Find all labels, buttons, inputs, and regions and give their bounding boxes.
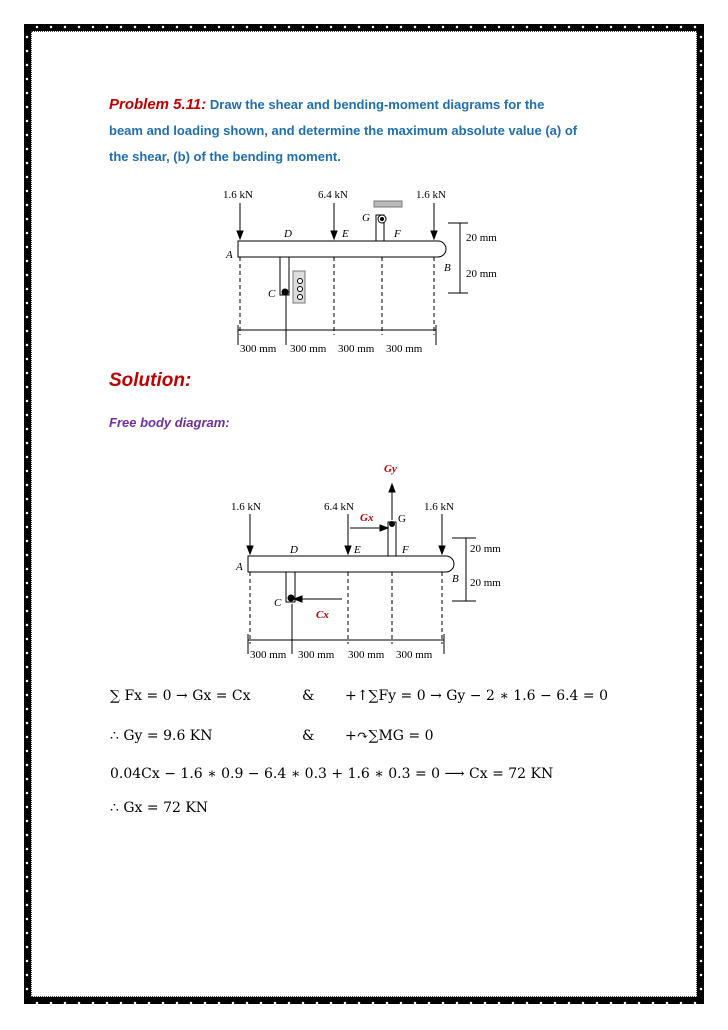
fbd-dim-vertical-1: 20 mm	[470, 543, 501, 555]
point-label-G: G	[362, 212, 370, 224]
fbd-dim-horizontal-2: 300 mm	[298, 649, 335, 661]
load-label-2: 6.4 kN	[318, 189, 348, 201]
equation-moment-cx: 0.04Cx − 1.6 ∗ 0.9 − 6.4 ∗ 0.3 + 1.6 ∗ 0.3 = 0 ⟶ Cx = 72 KN	[110, 766, 554, 782]
dim-vertical-2: 20 mm	[466, 268, 497, 280]
dim-horizontal-1: 300 mm	[240, 343, 277, 355]
problem-text-line3: the shear, (b) of the bending moment.	[109, 149, 341, 164]
point-label-F: F	[394, 228, 401, 240]
point-label-D: D	[284, 228, 292, 240]
border-pattern-top	[30, 25, 698, 29]
equation-sum-mg: +↷∑MG = 0	[345, 728, 434, 744]
fbd-point-label-B: B	[452, 573, 459, 585]
free-body-diagram	[220, 458, 520, 663]
fbd-dim-horizontal-3: 300 mm	[348, 649, 385, 661]
load-label-3: 1.6 kN	[416, 189, 446, 201]
solution-heading: Solution:	[109, 370, 192, 391]
equation-ampersand-2: &	[302, 728, 315, 744]
load-label-1: 1.6 kN	[223, 189, 253, 201]
point-label-E: E	[342, 228, 349, 240]
fbd-point-label-G: G	[398, 513, 406, 525]
dim-vertical-1: 20 mm	[466, 232, 497, 244]
problem-text-line2: beam and loading shown, and determine the maximum absolute value (a) of	[109, 123, 578, 138]
equation-sum-fy: +↑∑Fy = 0 → Gy − 2 ∗ 1.6 − 6.4 = 0	[345, 688, 608, 704]
fbd-load-label-3: 1.6 kN	[424, 501, 454, 513]
dim-horizontal-4: 300 mm	[386, 343, 423, 355]
beam-loading-figure	[210, 185, 510, 360]
border-pattern-right	[699, 30, 703, 1000]
fbd-point-label-C: C	[274, 597, 282, 609]
fbd-point-label-D: D	[290, 544, 298, 556]
reaction-label-Gy: Gy	[384, 463, 397, 475]
equation-sum-fx: ∑ Fx = 0 → Gx = Cx	[110, 688, 251, 704]
problem-title: Problem 5.11:	[109, 96, 207, 113]
problem-text-line1: Draw the shear and bending-moment diagrams for the	[209, 97, 545, 112]
fbd-load-label-2: 6.4 kN	[324, 501, 354, 513]
fbd-label: Free body diagram:	[109, 415, 230, 430]
equation-gx-result: ∴ Gx = 72 KN	[110, 800, 209, 816]
reaction-label-Cx: Cx	[316, 609, 329, 621]
point-label-C: C	[268, 288, 276, 300]
point-label-A: A	[226, 249, 233, 261]
point-label-B: B	[444, 262, 451, 274]
fbd-point-label-A: A	[236, 561, 243, 573]
border-pattern-left	[25, 30, 29, 1000]
fbd-dim-vertical-2: 20 mm	[470, 577, 501, 589]
problem-statement	[109, 92, 619, 170]
equation-ampersand-1: &	[302, 688, 315, 704]
dim-horizontal-2: 300 mm	[290, 343, 327, 355]
fbd-point-label-F: F	[402, 544, 409, 556]
fbd-load-label-1: 1.6 kN	[231, 501, 261, 513]
equation-gy-result: ∴ Gy = 9.6 KN	[110, 728, 213, 744]
fbd-dim-horizontal-1: 300 mm	[250, 649, 287, 661]
fbd-dim-horizontal-4: 300 mm	[396, 649, 433, 661]
dim-horizontal-3: 300 mm	[338, 343, 375, 355]
border-pattern-bottom	[30, 1001, 698, 1005]
fbd-point-label-E: E	[354, 544, 361, 556]
reaction-label-Gx: Gx	[360, 512, 374, 524]
